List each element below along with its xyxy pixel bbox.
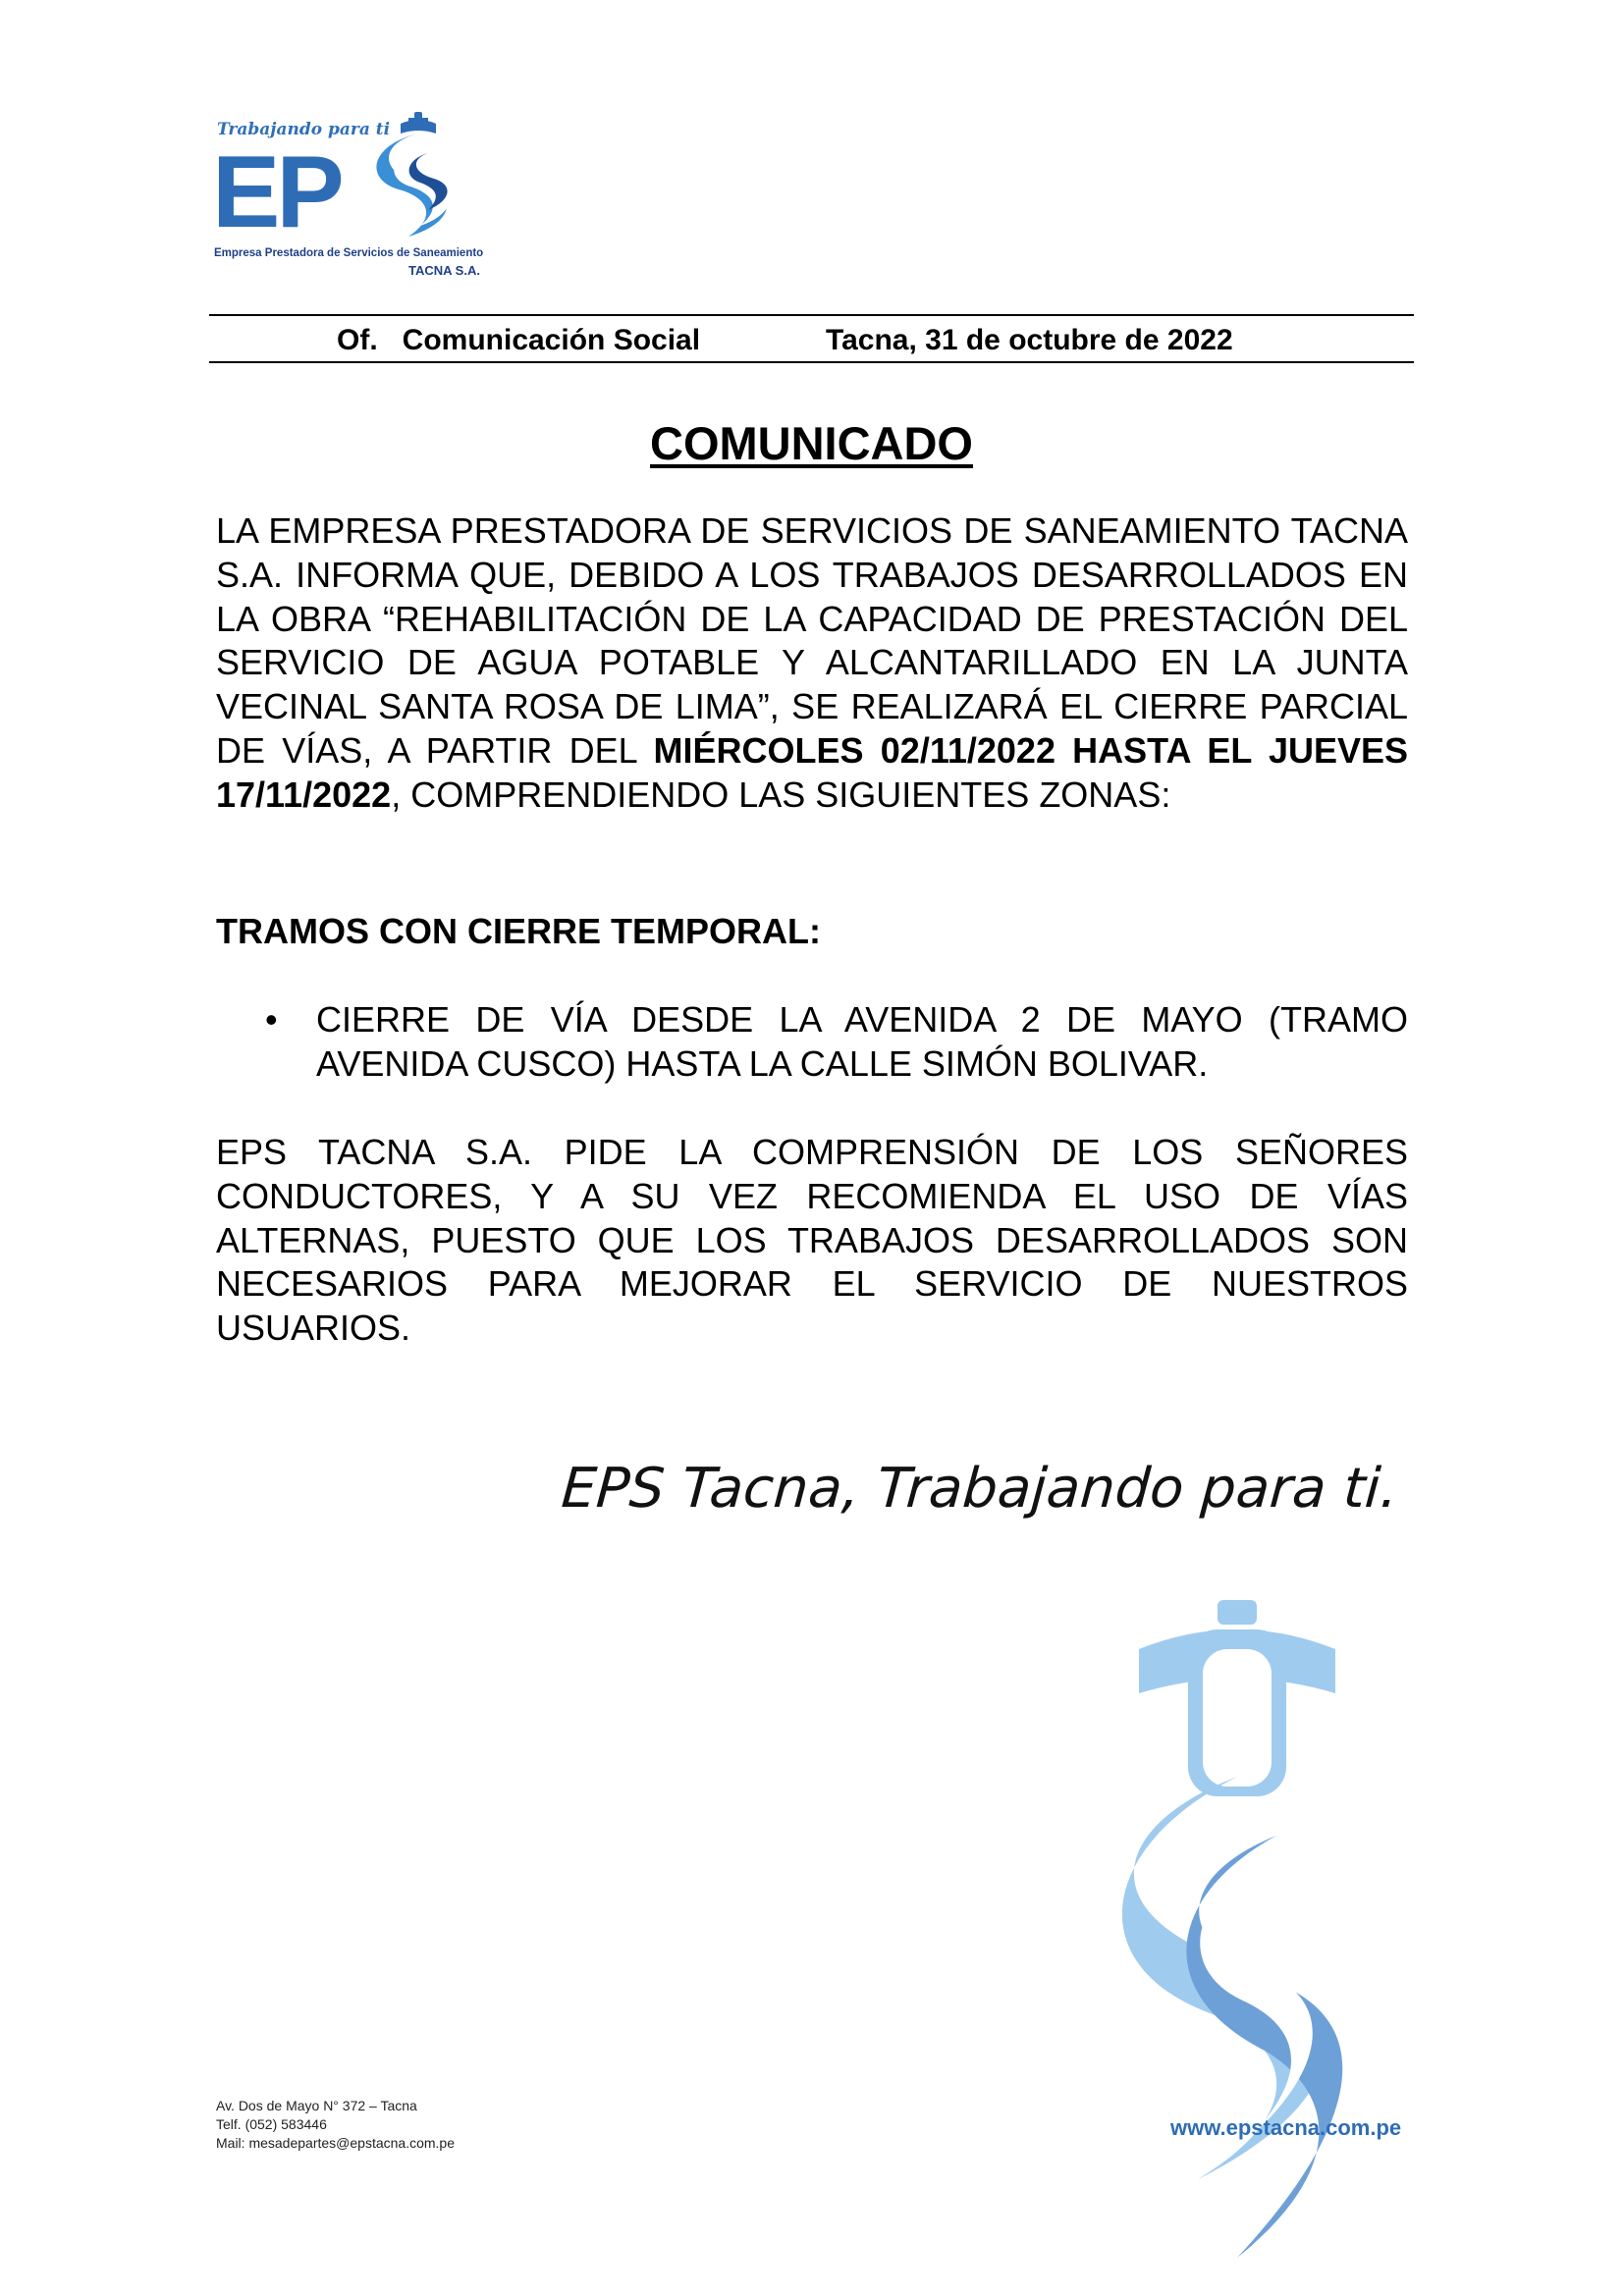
footer-phone: Telf. (052) 583446 [216,2116,327,2132]
closure-dates: MIÉRCOLES 02/11/2022 HASTA EL JUEVES 17/11/2022 [216,729,1409,815]
watermark-swirl-icon [1080,1590,1404,2277]
paragraph-text: LA EMPRESA PRESTADORA DE SERVICIOS DE SANEAMIENTO TACNA S.A. INFORMA QUE, DEBIDO A LOS TRABAJOS DESARROLLADOS EN LA OBRA “REHABILITACIÓN DE LA CAPACIDAD DE PRESTACIÓN DEL SERVICIO DE AGUA POTABLE Y ALCANTARILLADO EN LA JUNTA VECINAL SANTA ROSA DE LIMA”, SE REALIZARÁ EL CIERRE PARCIAL DE VÍAS, A PARTIR DEL [216,510,1408,771]
header-line [209,322,1414,363]
logo-company-full: Empresa Prestadora de Servicios de Saneamiento [214,247,484,259]
logo-letters: EP [212,135,341,249]
website-link[interactable]: www.epstacna.com.pe [1170,2115,1402,2140]
paragraph-text-end: , COMPRENDIENDO LAS SIGUIENTES ZONAS: [391,774,1171,815]
document-date: Tacna, 31 de octubre de 2022 [826,324,1233,356]
company-logo [212,110,484,287]
header-top-rule [209,314,1414,316]
slogan: EPS Tacna, Trabajando para ti. [560,1457,1401,1521]
logo-tagline: Trabajando para ti [217,120,391,139]
announcement-paragraph [216,509,1408,818]
list-item-text: CIERRE DE VÍA DESDE LA AVENIDA 2 DE MAYO (TRAMO AVENIDA CUSCO) HASTA LA CALLE SIMÓN BOLIVAR. [316,999,1408,1084]
section-heading: TRAMOS CON CIERRE TEMPORAL: [216,911,821,951]
footer-address: Av. Dos de Mayo N° 372 – Tacna [216,2098,417,2113]
water-swirl-icon [369,110,477,247]
footer-mail: Mail: mesadepartes@epstacna.com.pe [216,2135,455,2151]
document-title: COMUNICADO [650,417,973,469]
bullet-icon: • [265,999,278,1040]
header-bottom-rule [209,361,1414,363]
office-label: Of. Comunicación Social [337,324,701,356]
closing-paragraph: EPS TACNA S.A. PIDE LA COMPRENSIÓN DE LOS SEÑORES CONDUCTORES, Y A SU VEZ RECOMIENDA EL USO DE VÍAS ALTERNAS, PUESTO QUE LOS TRABAJOS DESARROLLADOS SON NECESARIOS PARA MEJORAR EL SERVICIO DE NUESTROS USUARIOS. [216,1132,1408,1349]
logo-company-short: TACNA S.A. [408,263,480,278]
footer-contact [216,2097,455,2153]
